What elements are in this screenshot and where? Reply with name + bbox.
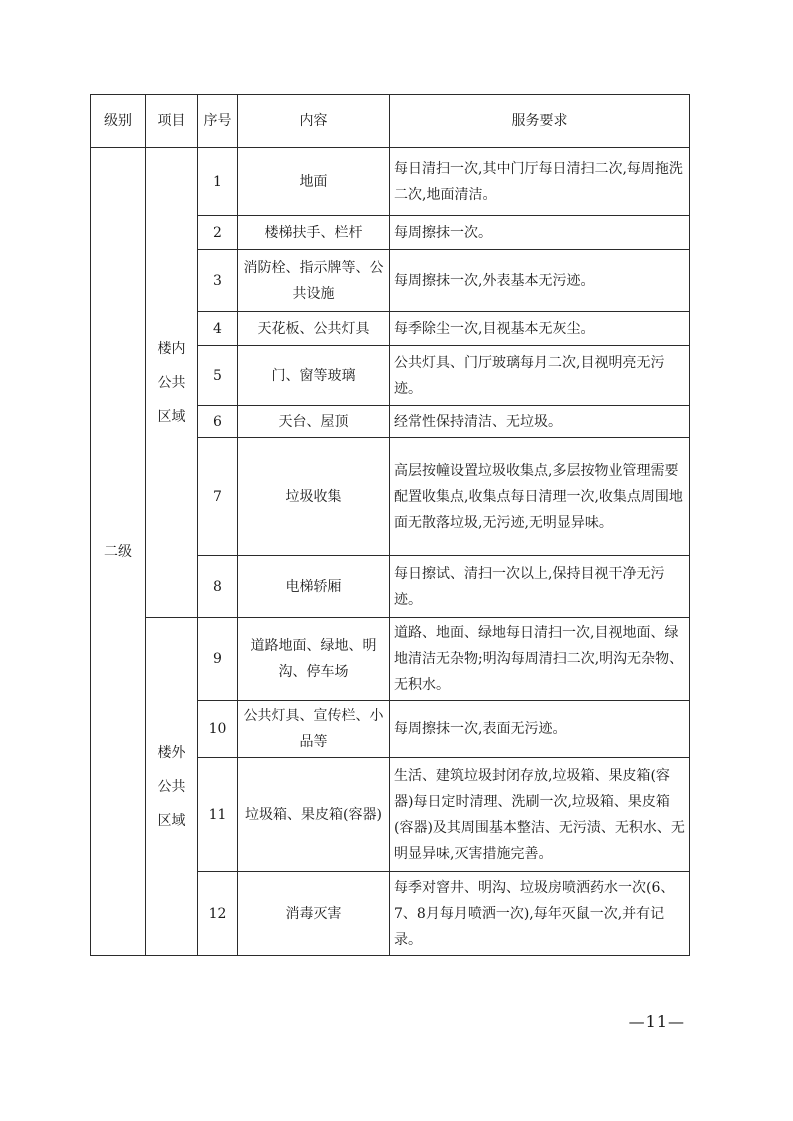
table-row xyxy=(91,618,690,701)
requirement-cell: 每季除尘一次,目视基本无灰尘。 xyxy=(390,312,690,346)
content-cell: 地面 xyxy=(238,148,390,216)
seq-cell: 3 xyxy=(198,250,238,312)
group-cell xyxy=(146,618,198,956)
header-seq: 序号 xyxy=(198,95,238,148)
requirement-cell: 每季对窨井、明沟、垃圾房喷洒药水一次(6、7、8月每月喷洒一次),每年灭鼠一次,并有记录。 xyxy=(390,872,690,956)
requirement-cell: 每周擦抹一次,外表基本无污迹。 xyxy=(390,250,690,312)
content-cell: 消防栓、指示牌等、公共设施 xyxy=(238,250,390,312)
requirement-cell: 每周擦抹一次。 xyxy=(390,216,690,250)
requirement-cell: 每周擦抹一次,表面无污迹。 xyxy=(390,701,690,758)
table-body xyxy=(91,148,690,956)
group-name-line: 区域 xyxy=(157,408,186,425)
requirement-cell: 经常性保持清洁、无垃圾。 xyxy=(390,406,690,438)
seq-cell: 2 xyxy=(198,216,238,250)
header-content: 内容 xyxy=(238,95,390,148)
seq-cell: 10 xyxy=(198,701,238,758)
seq-cell: 11 xyxy=(198,758,238,872)
content-cell: 道路地面、绿地、明沟、停车场 xyxy=(238,618,390,701)
requirement-cell: 高层按幢设置垃圾收集点,多层按物业管理需要配置收集点,收集点每日清理一次,收集点周围地面无散落垃圾,无污迹,无明显异味。 xyxy=(390,438,690,556)
content-cell: 垃圾收集 xyxy=(238,438,390,556)
content-cell: 电梯轿厢 xyxy=(238,556,390,618)
seq-cell: 1 xyxy=(198,148,238,216)
seq-cell: 8 xyxy=(198,556,238,618)
requirement-cell: 生活、建筑垃圾封闭存放,垃圾箱、果皮箱(容器)每日定时清理、洗刷一次,垃圾箱、果皮箱(容器)及其周围基本整洁、无污渍、无积水、无明显异味,灭害措施完善。 xyxy=(390,758,690,872)
seq-cell: 6 xyxy=(198,406,238,438)
service-standard-table-wrapper xyxy=(90,94,689,956)
group-name-line: 楼外 xyxy=(157,744,186,761)
table-header-row xyxy=(91,95,690,148)
level-cell: 二级 xyxy=(91,148,146,956)
group-name-line: 区域 xyxy=(157,812,186,829)
seq-cell: 4 xyxy=(198,312,238,346)
seq-cell: 5 xyxy=(198,346,238,406)
header-requirement: 服务要求 xyxy=(390,95,690,148)
group-name-line: 楼内 xyxy=(157,340,186,357)
group-name xyxy=(155,736,187,838)
group-cell xyxy=(146,148,198,618)
content-cell: 楼梯扶手、栏杆 xyxy=(238,216,390,250)
requirement-cell: 每日清扫一次,其中门厅每日清扫二次,每周拖洗二次,地面清洁。 xyxy=(390,148,690,216)
requirement-cell: 道路、地面、绿地每日清扫一次,目视地面、绿地清洁无杂物;明沟每周清扫二次,明沟无杂物、无积水。 xyxy=(390,618,690,701)
page-number: —11— xyxy=(628,1012,685,1031)
header-item: 项目 xyxy=(146,95,198,148)
content-cell: 消毒灭害 xyxy=(238,872,390,956)
content-cell: 垃圾箱、果皮箱(容器) xyxy=(238,758,390,872)
group-name-line: 公共 xyxy=(157,374,186,391)
seq-cell: 9 xyxy=(198,618,238,701)
group-name xyxy=(155,332,187,434)
content-cell: 门、窗等玻璃 xyxy=(238,346,390,406)
content-cell: 公共灯具、宣传栏、小品等 xyxy=(238,701,390,758)
table-row xyxy=(91,148,690,216)
seq-cell: 7 xyxy=(198,438,238,556)
header-level: 级别 xyxy=(91,95,146,148)
group-name-line: 公共 xyxy=(157,778,186,795)
service-standard-table xyxy=(90,94,690,956)
content-cell: 天台、屋顶 xyxy=(238,406,390,438)
requirement-cell: 每日擦试、清扫一次以上,保持目视干净无污迹。 xyxy=(390,556,690,618)
content-cell: 天花板、公共灯具 xyxy=(238,312,390,346)
seq-cell: 12 xyxy=(198,872,238,956)
requirement-cell: 公共灯具、门厅玻璃每月二次,目视明亮无污迹。 xyxy=(390,346,690,406)
